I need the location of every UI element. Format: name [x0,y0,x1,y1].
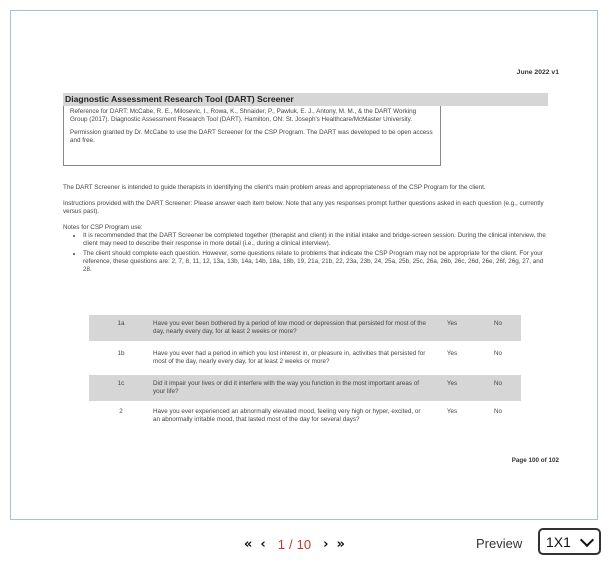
total-pages: 10 [296,536,312,552]
note-item: • The client should complete each question. However, some questions relate to problems that indicate the CSP Program may not be appropriate for the client. For your reference, these questions are: 2, 7, 8, 11, 12, 13a, 13b, 14a, 14b, 18a, 18b, 19, 21a, 21b, 22, 23a, 23b, 24, 25a, 25b, 25c, 26a, 26b, 26c, 26d, 26e, 26f, 26g, 27, and 28. [83,250,548,274]
reference-body [63,106,441,166]
document-date: June 2022 v1 [516,69,559,76]
page-separator: / [289,536,293,552]
chevron-down-icon [580,533,594,547]
answer-yes: Yes [446,380,458,387]
pagination [240,533,349,555]
layout-select-value: 1X1 [546,533,571,550]
question-text: Have you ever experienced an abnormally elevated mood, feeling very high or hyper, excited, or an abnormally irritable mood, that lasted most of the day for several days? [153,408,421,423]
answer-yes: Yes [446,350,458,357]
answer-no: No [493,380,503,387]
reference-box [63,93,548,167]
document-page [63,61,559,481]
document-viewer[interactable] [10,10,598,520]
first-page-button[interactable]: « [244,536,253,552]
answer-no: No [493,408,503,415]
answer-yes: Yes [446,320,458,327]
table-row [89,345,521,371]
page-number: Page 100 of 102 [511,457,559,464]
current-page: 1 [277,536,285,552]
reference-title: Diagnostic Assessment Research Tool (DART) Screener [63,93,548,106]
question-text: Have you ever been bothered by a period of low mood or depression that persisted for most of the day, nearly every day, for at least 2 weeks or more? [153,320,427,335]
reference-permission: Permission granted by Dr. McCabe to use the DART Screener for the CSP Program. The DART was developed to be open access and free. [70,129,433,144]
answer-yes: Yes [446,408,458,415]
notes-title: Notes for CSP Program use: [63,224,143,231]
preview-label: Preview [476,536,523,551]
table-row [89,403,521,429]
table-row [89,315,521,341]
question-number: 1a [117,320,125,327]
intro-section [63,184,548,276]
question-number: 1b [117,350,125,357]
table-row [89,375,521,401]
last-page-button[interactable]: » [336,536,345,552]
reference-citation: Reference for DART: McCabe, R. E., Milosevic, I., Rowa, K., Shnaider, P., Pawluk, E. J., Antony, M. M., & the DART Working Group (2017). Diagnostic Assessment Research Tool (DART). Hamilton, ON: St. Joseph's Healthcare/McMaster University. [70,108,417,123]
next-page-button[interactable]: › [323,536,329,552]
question-number: 1c [117,380,125,387]
question-text: Have you ever had a period in which you lost interest in, or pleasure in, activities that persisted for most of the day, nearly every day, for at least 2 weeks or more? [153,350,426,365]
answer-no: No [493,350,503,357]
layout-select[interactable] [538,528,601,555]
prev-page-button[interactable]: ‹ [260,536,266,552]
instructions-text: Instructions provided with the DART Screener: Please answer each item below. Note that any yes responses prompt further questions asked in each question (e.g., currently versus past). [63,200,544,215]
note-item: • It is recommended that the DART Screener be completed together (therapist and client) in the initial intake and bridge-screen session. During the clinical interview, the client may need to describe their response in more detail (i.e., during a clinical interview). [83,232,548,248]
question-table [89,315,521,429]
question-text: Did it impair your lives or did it interfere with the way you function in the most important areas of your life? [153,380,419,395]
intro-text: The DART Screener is intended to guide therapists in identifying the client's main problem areas and appropriateness of the CSP Program for the client. [63,184,486,191]
notes-list [63,232,548,274]
answer-no: No [493,320,503,327]
question-number: 2 [119,408,123,415]
